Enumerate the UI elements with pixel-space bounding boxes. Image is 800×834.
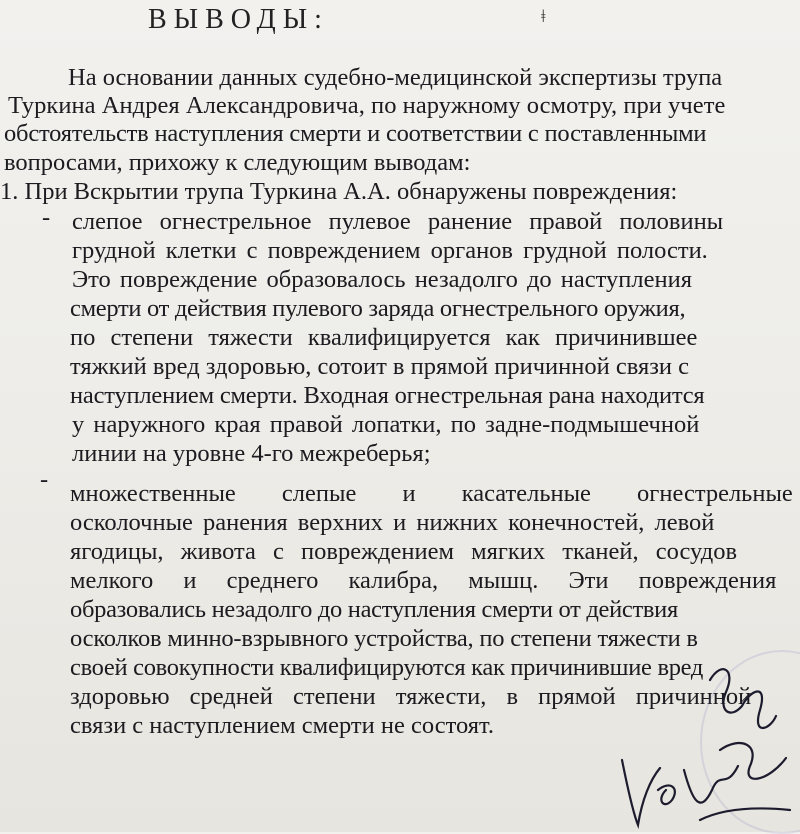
intro-line-3: обстоятельств наступления смерти и соответствии с поставленными: [4, 120, 707, 147]
bullet-a-line-9: линии на уровне 4-го межреберья;: [72, 440, 431, 467]
bullet-b-line-2: осколочные ранения верхних и нижних конечностей, левой: [70, 509, 715, 536]
bullet-b-line-1: множественные слепые и касательные огнестрельные: [70, 480, 793, 507]
bullet-a-line-2: грудной клетки с повреждением органов грудной полости.: [72, 237, 708, 264]
bullet-b-line-7: своей совокупности квалифицируются как причинившие вред: [70, 654, 704, 681]
bullet-a-line-1: слепое огнестрельное пулевое ранение правой половины: [72, 208, 724, 235]
bullet-a-line-7: наступлением смерти. Входная огнестрельная рана находится: [70, 382, 705, 409]
item-1-heading: 1. При Вскрытии трупа Туркина А.А. обнаружены повреждения:: [0, 178, 678, 205]
intro-line-2: Туркина Андрея Александровича, по наружному осмотру, при учете: [8, 92, 726, 119]
bullet-b-line-9: связи с наступлением смерти не состоят.: [70, 712, 495, 739]
top-mark: ǂ: [541, 6, 546, 26]
bullet-b-line-8: здоровью средней степени тяжести, в прямой причинной: [70, 683, 752, 710]
bullet-b-line-5: образовались незадолго до наступления смерти от действия: [70, 596, 678, 623]
bullet-b-line-4: мелкого и среднего калибра, мышц. Эти повреждения: [70, 567, 777, 594]
bullet-a-line-5: по степени тяжести квалифицируется как причинившее: [70, 324, 698, 351]
intro-line-1: На основании данных судебно-медицинской экспертизы трупа: [68, 64, 723, 91]
bullet-a-line-8: у наружного края правой лопатки, по задне-подмышечной: [72, 411, 700, 438]
bullet-b-line-6: осколков минно-взрывного устройства, по степени тяжести в: [70, 625, 698, 652]
bullet-b-dash: -: [40, 466, 49, 493]
signature-scribble: [600, 640, 800, 832]
bullet-a-dash: -: [42, 204, 51, 231]
bullet-a-line-4: смерти от действия пулевого заряда огнестрельного оружия,: [70, 295, 686, 322]
bullet-a-line-3: Это повреждение образовалось незадолго до наступления: [72, 266, 692, 293]
intro-line-4: вопросами, прихожу к следующим выводам:: [4, 149, 471, 176]
bullet-a-line-6: тяжкий вред здоровью, сотоит в прямой причинной связи с: [70, 353, 690, 380]
document-title: ВЫВОДЫ:: [148, 4, 329, 35]
bullet-b-line-3: ягодицы, живота с повреждением мягких тканей, сосудов: [70, 538, 738, 565]
